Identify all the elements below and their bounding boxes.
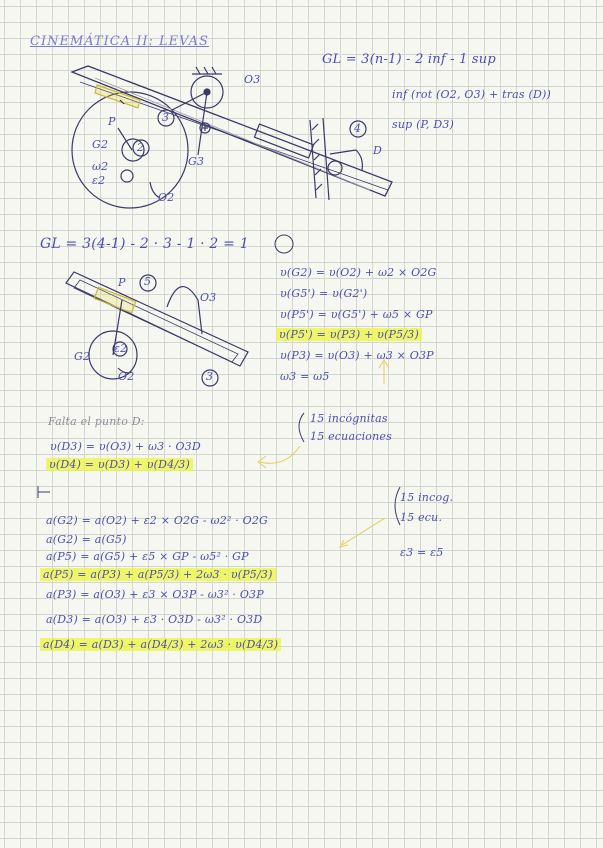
figure-cam-mechanism: [72, 66, 392, 208]
label-d: D: [373, 144, 383, 157]
label-link-2: 2: [137, 141, 145, 154]
note-unknowns: 15 incógnitas: [310, 412, 388, 425]
label-p: P: [108, 115, 116, 128]
page-title: CINEMÁTICA II: LEVAS: [30, 34, 209, 49]
d-eq-1: υ(D3) = υ(O3) + ω3 · O3D: [50, 440, 201, 453]
accel-eq-6: a(D3) = a(O3) + ε3 · O3D - ω3² · O3D: [46, 613, 263, 626]
sup-line: sup (P, D3): [392, 118, 455, 131]
label-w2: ω2: [92, 160, 109, 173]
label-link-4: 4: [354, 122, 362, 135]
label-o2: O2: [158, 191, 175, 204]
note-equations: 15 ecuaciones: [310, 430, 392, 443]
fig2-label-3: 3: [206, 370, 214, 383]
velocity-eq-3: υ(P5') = υ(G5') + ω5 × GP: [280, 308, 433, 321]
inf-line: inf (rot (O2, O3) + tras (D)): [392, 88, 551, 101]
figure-simplified-mechanism: [66, 272, 248, 386]
fig2-label-o2: O2: [118, 370, 135, 383]
label-o3: O3: [244, 73, 261, 86]
label-g3: G3: [188, 155, 205, 168]
eps-equation: ε3 = ε5: [400, 546, 444, 559]
velocity-eq-4: υ(P5') = υ(P3) + υ(P5/3): [276, 328, 422, 341]
velocity-eq-2: υ(G5') = υ(G2'): [280, 287, 368, 300]
note2-equations: 15 ecu.: [400, 511, 443, 524]
d-roller: [328, 161, 342, 175]
fig2-label-5: 5: [144, 275, 152, 288]
accel-eq-1: a(G2) = a(O2) + ε2 × O2G - ω2² · O2G: [46, 514, 269, 527]
gl-result: GL = 3(4-1) - 2 · 3 - 1 · 2 = 1: [40, 236, 249, 252]
accel-eq-3: a(P5) = a(G5) + ε5 × GP - ω5² · GP: [46, 550, 249, 563]
accel-eq-5: a(P3) = a(O3) + ε3 × O3P - ω3² · O3P: [46, 588, 264, 601]
accel-eq-4: a(P5) = a(P3) + a(P5/3) + 2ω3 · υ(P5/3): [40, 568, 276, 581]
velocity-eq-6: ω3 = ω5: [280, 370, 330, 383]
label-e2: ε2: [92, 174, 106, 187]
velocity-eq-1: υ(G2) = υ(O2) + ω2 × O2G: [280, 266, 437, 279]
accel-eq-7: a(D4) = a(D3) + a(D4/3) + 2ω3 · υ(D4/3): [40, 638, 281, 651]
falta-label: Falta el punto D:: [48, 415, 145, 428]
fig2-label-e2: ε2: [114, 342, 128, 355]
fig2-label-o3: O3: [200, 291, 217, 304]
label-g2: G2: [92, 138, 109, 151]
d-eq-2: υ(D4) = υ(D3) + υ(D4/3): [46, 458, 193, 471]
fig2-label-p: P: [118, 276, 126, 289]
accel-eq-2: a(G2) = a(G5): [46, 533, 127, 546]
velocity-eq-5: υ(P3) = υ(O3) + ω3 × O3P: [280, 349, 434, 362]
gl-formula: GL = 3(n-1) - 2 inf - 1 sup: [322, 52, 496, 67]
result-circle: [275, 235, 293, 253]
note2-unknowns: 15 incog.: [400, 491, 454, 504]
label-link-3: 3: [162, 111, 170, 124]
fig2-label-g2: G2: [74, 350, 91, 363]
